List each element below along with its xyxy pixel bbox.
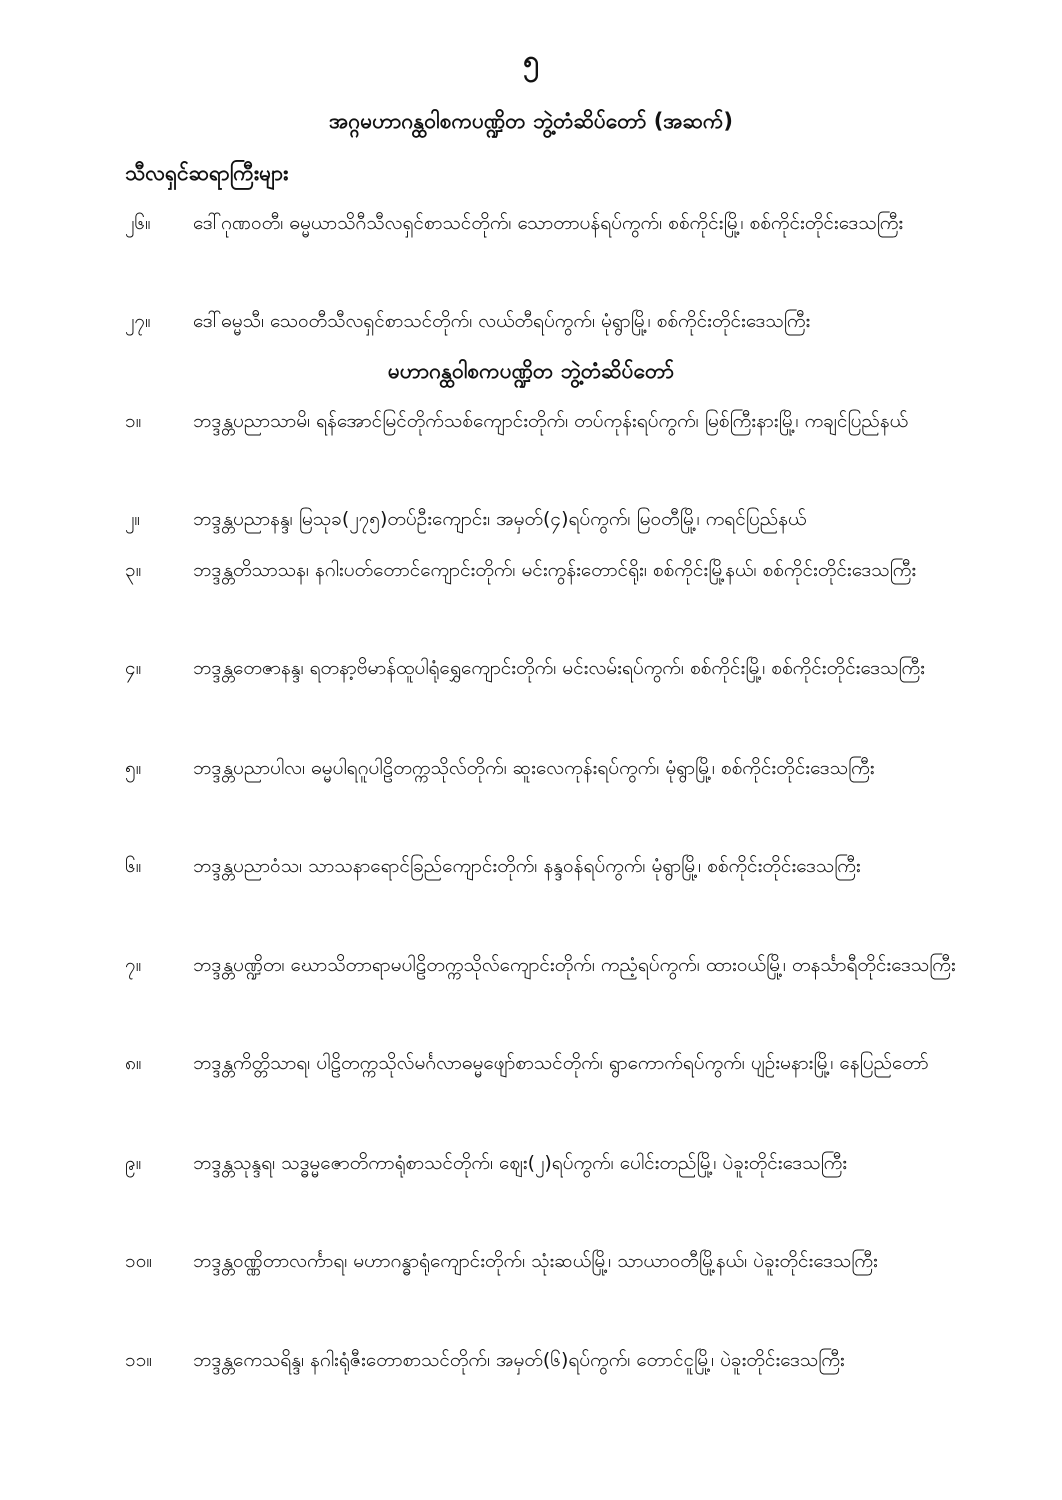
list-item — [125, 745, 1020, 791]
entry-text: ဘဒ္ဒန္တပညာနန္ဒ၊ မြသုခ(၂၇၅)တပ်ဦးကျောင်း၊ အမှတ်(၄)ရပ်ကွက်၊ မြဝတီမြို့၊ ကရင်ပြည်နယ် — [193, 508, 807, 530]
list-item — [125, 496, 1020, 542]
page-number: ၅ — [523, 44, 539, 77]
entry-number: ၇။ — [125, 954, 142, 976]
entry-text: ဘဒ္ဒန္တတိသာသန၊ နဂါးပတ်တောင်ကျောင်းတိုက်၊ မင်းကွန်းတောင်ရိုး၊ စစ်ကိုင်းမြို့နယ်၊ စစ်ကိုင်းတိုင်းဒေသကြီး — [193, 559, 917, 581]
entry-number: ၂၇။ — [125, 310, 151, 332]
list-item — [125, 942, 1020, 988]
entry-number: ၂၆။ — [125, 212, 151, 234]
entry-number: ၅။ — [125, 757, 142, 779]
entry-text: ဒေါ်ဓမ္မသီ၊ သေဝတီသီလရှင်စာသင်တိုက်၊ လယ်တီရပ်ကွက်၊ မုံရွာမြို့၊ စစ်ကိုင်းတိုင်းဒေသကြီး — [193, 310, 811, 332]
entry-number: ၁။ — [125, 410, 142, 432]
entry-number: ၄။ — [125, 657, 142, 679]
list-item — [125, 1140, 1020, 1186]
entry-text: ဘဒ္ဒန္တကိတ္တိသာရ၊ ပါဠိတက္ကသိုလ်မင်္ဂလာဓမ္မဖျော်စာသင်တိုက်၊ ရွာကောက်ရပ်ကွက်၊ ပျဉ်းမနားမြို့၊ နေပြည်တော် — [193, 1052, 929, 1074]
section-heading-nuns: သီလရှင်ဆရာကြီးများ — [125, 161, 289, 185]
entry-number: ၁၁။ — [125, 1349, 153, 1371]
list-item — [125, 298, 1020, 344]
list-item — [125, 645, 1020, 691]
entry-number: ၁၀။ — [125, 1250, 153, 1272]
list-item — [125, 843, 1020, 889]
list-item — [125, 1337, 1020, 1383]
entry-text: ဘဒ္ဒန္တပဏ္ဍိတ၊ ဃောသိတာရာမပါဠိတက္ကသိုလ်ကျောင်းတိုက်၊ ကညံ့ရပ်ကွက်၊ ထားဝယ်မြို့၊ တနင်္သာရီတိုင်းဒေသကြီး — [193, 954, 956, 976]
entry-number: ၃။ — [125, 559, 142, 581]
entry-text: ဘဒ္ဒန္တပညာပါလ၊ ဓမ္မပါရဂူပါဠိတက္ကသိုလ်တိုက်၊ ဆူးလေကုန်းရပ်ကွက်၊ မုံရွာမြို့၊ စစ်ကိုင်းတိုင်းဒေသကြီး — [193, 757, 875, 779]
entry-text: ဘဒ္ဒန္တပညာသာမိ၊ ရန်အောင်မြင်တိုက်သစ်ကျောင်းတိုက်၊ တပ်ကုန်းရပ်ကွက်၊ မြစ်ကြီးနားမြို့၊ ကချင်ပြည်နယ် — [193, 410, 909, 432]
entry-text: ဘဒ္ဒန္တကေသရိန္ဒ၊ နဂါးရုံဇီးတောစာသင်တိုက်၊ အမှတ်(၆)ရပ်ကွက်၊ တောင်ငူမြို့၊ ပဲခူးတိုင်းဒေသကြီး — [193, 1349, 845, 1371]
list-item — [125, 1040, 1020, 1086]
entry-number: ၈။ — [125, 1052, 142, 1074]
entry-text: ဘဒ္ဒန္တသုန္ဒရ၊ သဒ္ဓမ္မဇောတိကာရုံစာသင်တိုက်၊ ဈေး(၂)ရပ်ကွက်၊ ပေါင်းတည်မြို့၊ ပဲခူးတိုင်းဒေသကြီး — [193, 1152, 848, 1174]
list-item — [125, 398, 1020, 444]
entry-number: ၂။ — [125, 508, 141, 530]
section-heading-monks: မဟာဂန္ထဝါစကပဏ္ဍိတ ဘွဲ့တံဆိပ်တော် — [387, 359, 675, 383]
list-item — [125, 547, 1020, 593]
entry-number: ၆။ — [125, 855, 142, 877]
entry-text: ဘဒ္ဒန္တပညာဝံသ၊ သာသနာရောင်ခြည်ကျောင်းတိုက်၊ နန္ဒဝန်ရပ်ကွက်၊ မုံရွာမြို့၊ စစ်ကိုင်းတိုင်းဒေသကြီး — [193, 855, 861, 877]
entry-text: ဒေါ်ဂုဏဝတီ၊ ဓမ္မယာသိဂီသီလရှင်စာသင်တိုက်၊ သောတာပန်ရပ်ကွက်၊ စစ်ကိုင်းမြို့၊ စစ်ကိုင်းတိုင်းဒေသကြီး — [193, 212, 904, 234]
main-heading: အဂ္ဂမဟာဂန္ထဝါစကပဏ္ဍိတ ဘွဲ့တံဆိပ်တော် (အဆက်) — [328, 109, 734, 133]
list-item — [125, 1238, 1020, 1284]
entry-text: ဘဒ္ဒန္တဝဏ္ဏိတာလင်္ကာရ၊ မဟာဂန္ဓာရုံကျောင်းတိုက်၊ သုံးဆယ်မြို့၊ သာယာဝတီမြို့နယ်၊ ပဲခူးတိုင်းဒေသကြီး — [193, 1250, 878, 1272]
entry-number: ၉။ — [125, 1152, 142, 1174]
list-item — [125, 200, 1020, 246]
entry-text: ဘဒ္ဒန္တတေဇာနန္ဒ၊ ရတနာ့ဗိမာန်ထူပါရုံရွှေကျောင်းတိုက်၊ မင်းလမ်းရပ်ကွက်၊ စစ်ကိုင်းမြို့၊ စစ်ကိုင်းတိုင်းဒေသကြီး — [193, 657, 925, 679]
